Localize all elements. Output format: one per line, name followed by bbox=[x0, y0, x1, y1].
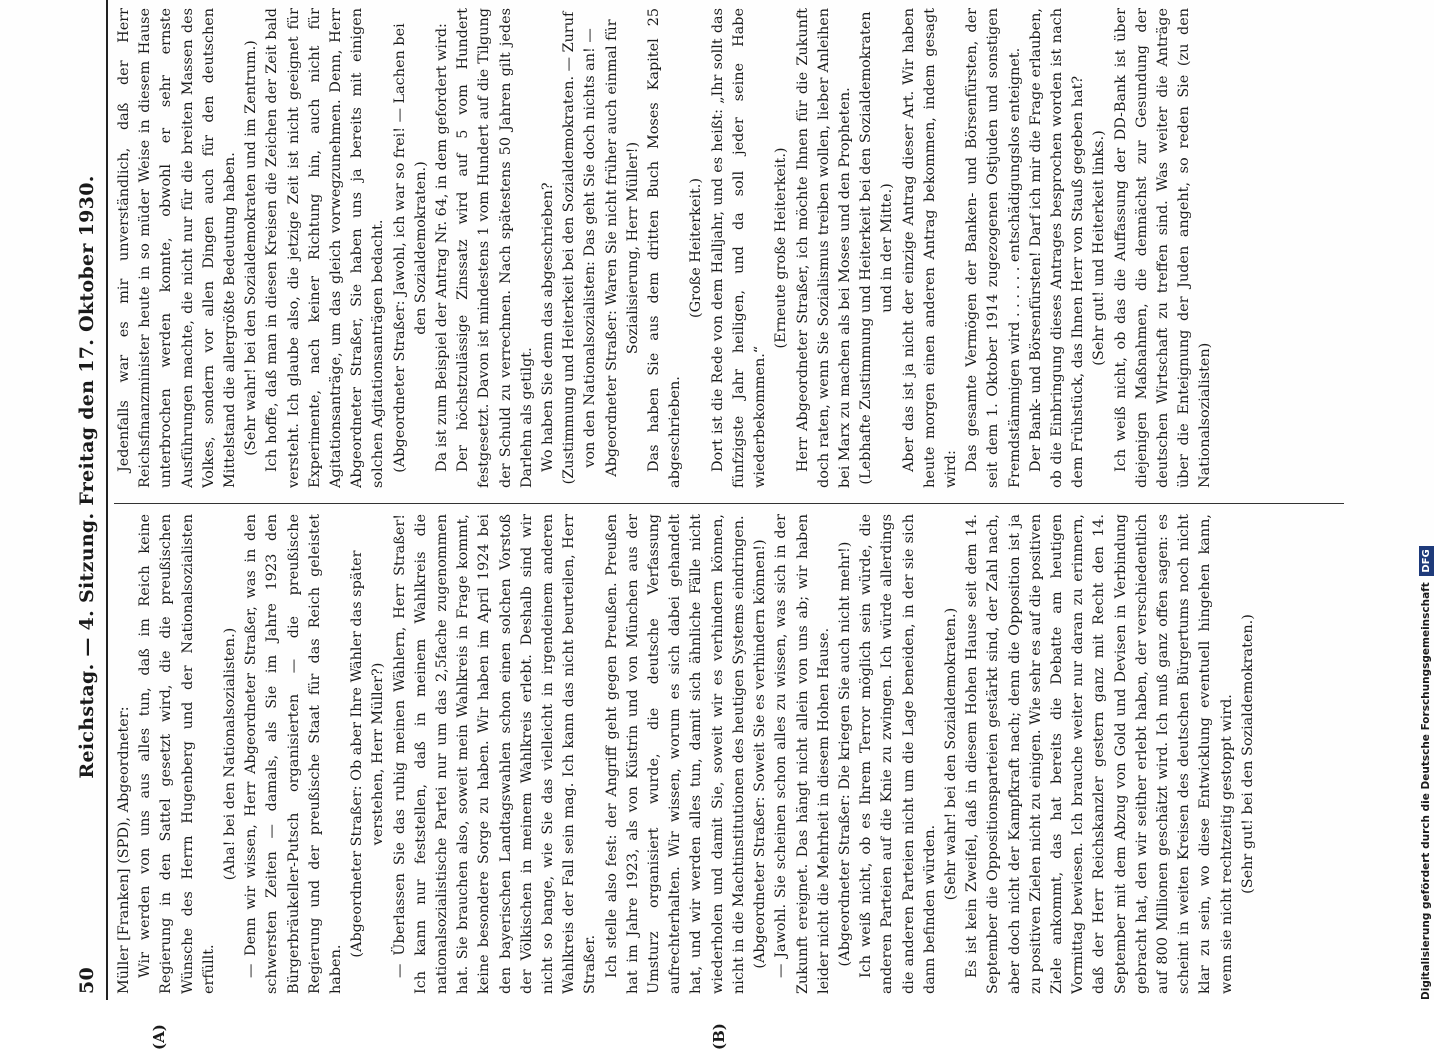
left-text-column bbox=[114, 514, 1354, 994]
interjection: (Sehr wahr! bei den Sozialdemokraten und im Zentrum.) bbox=[243, 40, 260, 456]
paragraph: Dort ist die Rede von dem Halljahr, und es heißt: „Ihr sollt das fünfzigste Jahr heiligen, und da soll jeder seine Habe wiederbekommen.“ bbox=[709, 8, 769, 488]
margin-marker-b: (B) bbox=[710, 1023, 728, 1050]
speaker-line: Müller [Franken] (SPD), Abgeordneter: bbox=[116, 706, 132, 994]
paragraph: Ich hoffe, daß man in diesen Kreisen die Zeichen der Zeit bald versteht. Ich glaube also, die jetzige Zeit ist nicht geeignet für Experimente, nach keiner Richtung hin, auch nicht für Agitationsanträge, um das gleich vorwegzunehmen. Denn, Herr Abgeordneter Straßer, Sie haben uns ja bereits mit einigen solchen Agitationsanträgen bedacht. bbox=[264, 8, 387, 488]
dfg-logo: DFG bbox=[1419, 546, 1434, 575]
paragraph: Jedenfalls war es mir unverständlich, daß der Herr Reichsfinanzminister heute in so müder Weise in diesem Hause unterbrochen werden konnte, obwohl er sehr ernste Ausführungen machte, die nicht nur für die breiten Massen des Volkes, sondern vor allen Dingen auch für den deutschen Mittelstand die allergrößte Bedeutung haben. bbox=[116, 8, 239, 488]
interjection: (Große Heiterkeit.) bbox=[688, 178, 705, 319]
paragraph: Herr Abgeordneter Straßer, ich möchte Ihnen für die Zukunft doch raten, wenn Sie Sozialismus treiben wollen, lieber Anleihen bei Marx zu machen als bei Moses und den Propheten. bbox=[794, 8, 853, 488]
interjection: (Sehr gut! und Heiterkeit links.) bbox=[1091, 130, 1108, 366]
paragraph: Wo haben Sie denn das abgeschrieben? bbox=[540, 182, 557, 472]
interjection: (Abgeordneter Straßer: Ob aber Ihre Wähler das später verstehen, Herr Müller?) bbox=[349, 550, 387, 958]
interjection: (Zustimmung und Heiterkeit bei den Sozialdemokraten. — Zuruf von den Nationalsozialisten: Das geht Sie doch nichts an! — Abgeordneter Straßer: Waren Sie nicht früher auch einmal für Sozialisierung, Herr Müller!) bbox=[561, 11, 641, 485]
interjection: (Abgeordneter Straßer: Die kriegen Sie auch nicht mehr!) bbox=[836, 541, 853, 967]
margin-marker-a: (A) bbox=[150, 1024, 168, 1050]
page-number: 50 bbox=[76, 966, 98, 994]
paragraph: — Denn wir wissen, Herr Abgeordneter Straßer, was in den schwersten Zeiten — damals, als Sie im Jahre 1923 den Bürgerbräukeller-Putsch organisierten — die preußische Regierung und der preußische Staat für das Reich geleistet haben. bbox=[243, 514, 345, 994]
paragraph: Ich weiß nicht, ob das die Auffassung der DD-Bank ist über diejenigen Maßnahmen, die demnächst zur Gesundung der deutschen Wirtschaft zu treffen sind. Was weiter die Anträge über die Enteignung der Juden angeht, so reden Sie (zu den Nationalsozialisten) bbox=[1112, 8, 1214, 488]
right-text-column bbox=[114, 8, 1354, 488]
paragraph: Da ist zum Beispiel der Antrag Nr. 64, in dem gefordert wird: bbox=[434, 23, 451, 472]
header-rule bbox=[106, 0, 108, 1000]
interjection: (Sehr wahr! bei den Sozialdemokraten.) bbox=[942, 607, 959, 901]
interjection: (Erneute große Heiterkeit.) bbox=[773, 147, 790, 349]
page-header bbox=[70, 0, 104, 1000]
interjection: (Lebhafte Zustimmung und Heiterkeit bei den Sozialdemokraten und in der Mitte.) bbox=[858, 11, 896, 485]
paragraph: Ich weiß nicht, ob es Ihrem Terror möglich sein würde, die anderen Parteien auf die Knie zu zwingen. Ich würde allerdings die anderen Parteien nicht um die Lage beneiden, in der sie sich dann befinden würden. bbox=[858, 514, 938, 994]
paragraph: Das haben Sie aus dem dritten Buch Moses Kapitel 25 abgeschrieben. bbox=[646, 8, 684, 488]
paragraph: Der höchstzulässige Zinssatz wird auf 5 vom Hundert festgesetzt. Davon ist mindestens 1 vom Hundert auf die Tilgung der Schuld zu verrechnen. Nach spätestens 50 Jahren gilt jedes Darlehn als getilgt. bbox=[455, 8, 535, 488]
interjection: (Sehr gut! bei den Sozialdemokraten.) bbox=[1239, 614, 1256, 894]
page-title: Reichstag. — 4. Sitzung. Freitag den 17. Oktober 1930. bbox=[76, 175, 98, 779]
rotated-page-content bbox=[70, 0, 1430, 1050]
interjection: (Aha! bei den Nationalsozialisten.) bbox=[222, 627, 239, 881]
paragraph: — Überlassen Sie das ruhig meinen Wählern, Herr Straßer! Ich kann nur feststellen, daß in meinem Wahlkreis die nationalsozialistische Partei nur um das 2,5fache zugenommen hat. Sie brauchen also, soweit mein Wahlkreis in Frage kommt, keine besondere Sorge zu haben. Wir haben im April 1924 bei den bayerischen Landtagswahlen schon einen solchen Vorstoß der Völkischen in meinem Wahlkreis erlebt. Deshalb sind wir nicht so bange, wie Sie das vielleicht in irgendeinem anderen Wahlkreis der Fall sein mag. Ich kann das nicht beurteilen, Herr Straßer. bbox=[391, 514, 599, 994]
digitization-credit-strip bbox=[1418, 0, 1434, 1000]
paragraph: Aber das ist ja nicht der einzige Antrag dieser Art. Wir haben heute morgen einen anderen Antrag bekommen, indem gesagt wird: bbox=[900, 8, 959, 488]
paragraph: Der Bank- und Börsenfürsten! Darf ich mir die Frage erlauben, ob die Einbringung dieses Antrages besprochen worden ist nach dem Frühstück, das Ihnen Herr von Stauß gegeben hat? bbox=[1027, 8, 1087, 488]
interjection: (Abgeordneter Straßer: Soweit Sie es verhindern können!) bbox=[752, 539, 769, 969]
column-divider bbox=[114, 503, 1344, 504]
paragraph: Es ist kein Zweifel, daß in diesem Hohen Hause seit dem 14. September die Oppositionsparteien gestärkt sind, der Zahl nach, aber doch nicht der Kampfkraft nach; denn die Opposition ist ja zu positiven Zielen nicht zu einigen. Wie sehr es auf die positiven Ziele ankommt, das hat bereits die Debatte am heutigen Vormittag bewiesen. Ich brauche weiter nur daran zu erinnern, daß der Herr Reichskanzler gestern ganz mit Recht den 14. September mit dem Abzug von Gold und Devisen in Verbindung gebracht hat, den wir seither erlebt haben, der verschiedentlich auf 800 Millionen geschätzt wird. Ich muß ganz offen sagen: es scheint in weiten Kreisen des deutschen Bürgertums noch nicht klar zu sein, wo diese Entwicklung eventuell hingehen kann, wenn sie nicht rechtzeitig gestoppt wird. bbox=[964, 514, 1235, 994]
paragraph: Ich stelle also fest: der Angriff geht gegen Preußen. Preußen hat im Jahre 1923, als von Küstrin und von München aus der Umsturz organisiert wurde, die deutsche Verfassung aufrechterhalten. Wir wissen, worum es sich dabei gehandelt hat, und wir werden alles tun, damit sich ähnliche Fälle nicht wiederholen und damit Sie, soweit wir es verhindern können, nicht in die Machtinstitutionen des heutigen Systems eindringen. bbox=[603, 514, 747, 994]
interjection: (Abgeordneter Straßer: Jawohl, ich war so frei! — Lachen bei den Sozialdemokraten.) bbox=[391, 23, 429, 473]
digitization-note: Digitalisierung gefördert durch die Deutsche Forschungsgemeinschaft bbox=[1420, 582, 1432, 1000]
paragraph: — Jawohl. Sie scheinen schon alles zu wissen, was sich in der Zukunft ereignet. Das hängt nicht allein von uns ab; wir haben leider nicht die Mehrheit in diesem Hohen Hause. bbox=[773, 514, 832, 994]
paragraph: Wir werden von uns aus alles tun, daß im Reich keine Regierung in den Sattel gesetzt wird, die die preußischen Wünsche des Herrn Hugenberg und der Nationalsozialisten erfüllt. bbox=[137, 514, 217, 994]
paragraph: Das gesamte Vermögen der Banken- und Börsenfürsten, der seit dem 1. Oktober 1914 zugezogenen Ostjuden und sonstigen Fremdstämmigen wird . . . . . . entschädigungslos enteignet. bbox=[964, 8, 1023, 488]
